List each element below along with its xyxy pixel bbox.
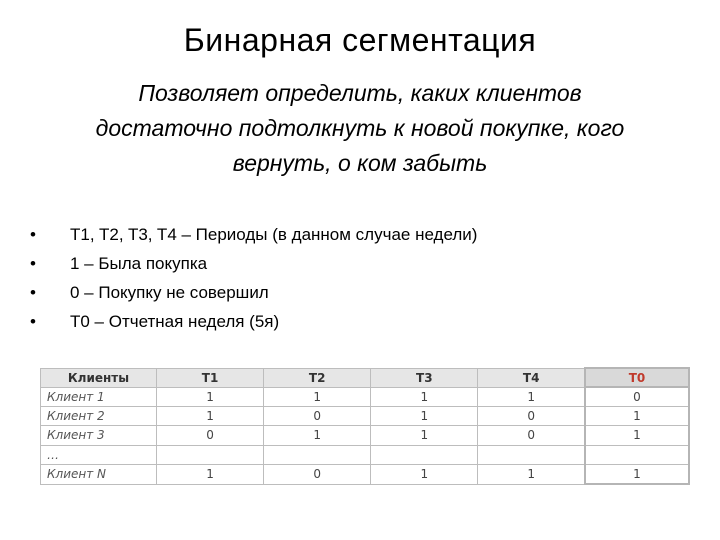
cell-t0: 1 bbox=[585, 464, 689, 484]
bullet-text: T1, T2, T3, T4 – Периоды (в данном случае недели) bbox=[70, 225, 478, 244]
bullet-item bbox=[30, 249, 477, 278]
header-t1: T1 bbox=[157, 368, 264, 387]
table-row bbox=[41, 426, 690, 445]
bullet-text: T0 – Отчетная неделя (5я) bbox=[70, 312, 280, 331]
cell-t2: 0 bbox=[264, 407, 371, 426]
subtitle-line: вернуть, о ком забыть bbox=[232, 150, 488, 176]
slide-subtitle bbox=[40, 76, 680, 181]
bullet-item bbox=[30, 307, 477, 336]
cell-t2: 0 bbox=[264, 464, 371, 484]
cell-t2: 1 bbox=[264, 426, 371, 445]
cell-t3 bbox=[371, 445, 478, 464]
table-row bbox=[41, 387, 690, 407]
cell-t4 bbox=[478, 445, 585, 464]
cell-t1: 1 bbox=[157, 464, 264, 484]
client-name: Клиент 3 bbox=[41, 426, 157, 445]
cell-t3: 1 bbox=[371, 426, 478, 445]
cell-t3: 1 bbox=[371, 407, 478, 426]
cell-t0 bbox=[585, 445, 689, 464]
cell-t2 bbox=[264, 445, 371, 464]
header-t3: T3 bbox=[371, 368, 478, 387]
cell-t0: 1 bbox=[585, 407, 689, 426]
slide-title: Бинарная сегментация bbox=[183, 22, 537, 58]
subtitle-line: Позволяет определить, каких клиентов bbox=[138, 80, 582, 106]
table-row bbox=[41, 445, 690, 464]
bullet-list bbox=[30, 220, 477, 336]
bullet-text: 0 – Покупку не совершил bbox=[70, 283, 269, 302]
cell-t4: 0 bbox=[478, 426, 585, 445]
client-name: Клиент 1 bbox=[41, 387, 157, 407]
table-row bbox=[41, 464, 690, 484]
client-name: Клиент N bbox=[41, 464, 157, 484]
subtitle-line: достаточно подтолкнуть к новой покупке, кого bbox=[95, 115, 625, 141]
bullet-item bbox=[30, 220, 477, 249]
cell-t2: 1 bbox=[264, 387, 371, 407]
segmentation-table bbox=[40, 367, 690, 485]
table-header-row bbox=[41, 368, 690, 387]
cell-t4: 0 bbox=[478, 407, 585, 426]
bullet-icon: • bbox=[30, 312, 36, 331]
cell-t1: 1 bbox=[157, 387, 264, 407]
cell-t4: 1 bbox=[478, 464, 585, 484]
header-t4: T4 bbox=[478, 368, 585, 387]
cell-t1: 1 bbox=[157, 407, 264, 426]
cell-t0: 1 bbox=[585, 426, 689, 445]
cell-t1 bbox=[157, 445, 264, 464]
client-name: Клиент 2 bbox=[41, 407, 157, 426]
cell-t0: 0 bbox=[585, 387, 689, 407]
header-clients: Клиенты bbox=[41, 368, 157, 387]
bullet-item bbox=[30, 278, 477, 307]
cell-t4: 1 bbox=[478, 387, 585, 407]
table-row bbox=[41, 407, 690, 426]
cell-t3: 1 bbox=[371, 464, 478, 484]
cell-t1: 0 bbox=[157, 426, 264, 445]
header-t0: T0 bbox=[585, 368, 689, 387]
header-t2: T2 bbox=[264, 368, 371, 387]
bullet-text: 1 – Была покупка bbox=[70, 254, 208, 273]
bullet-icon: • bbox=[30, 225, 36, 244]
client-name: … bbox=[41, 445, 157, 464]
bullet-icon: • bbox=[30, 283, 36, 302]
bullet-icon: • bbox=[30, 254, 36, 273]
cell-t3: 1 bbox=[371, 387, 478, 407]
